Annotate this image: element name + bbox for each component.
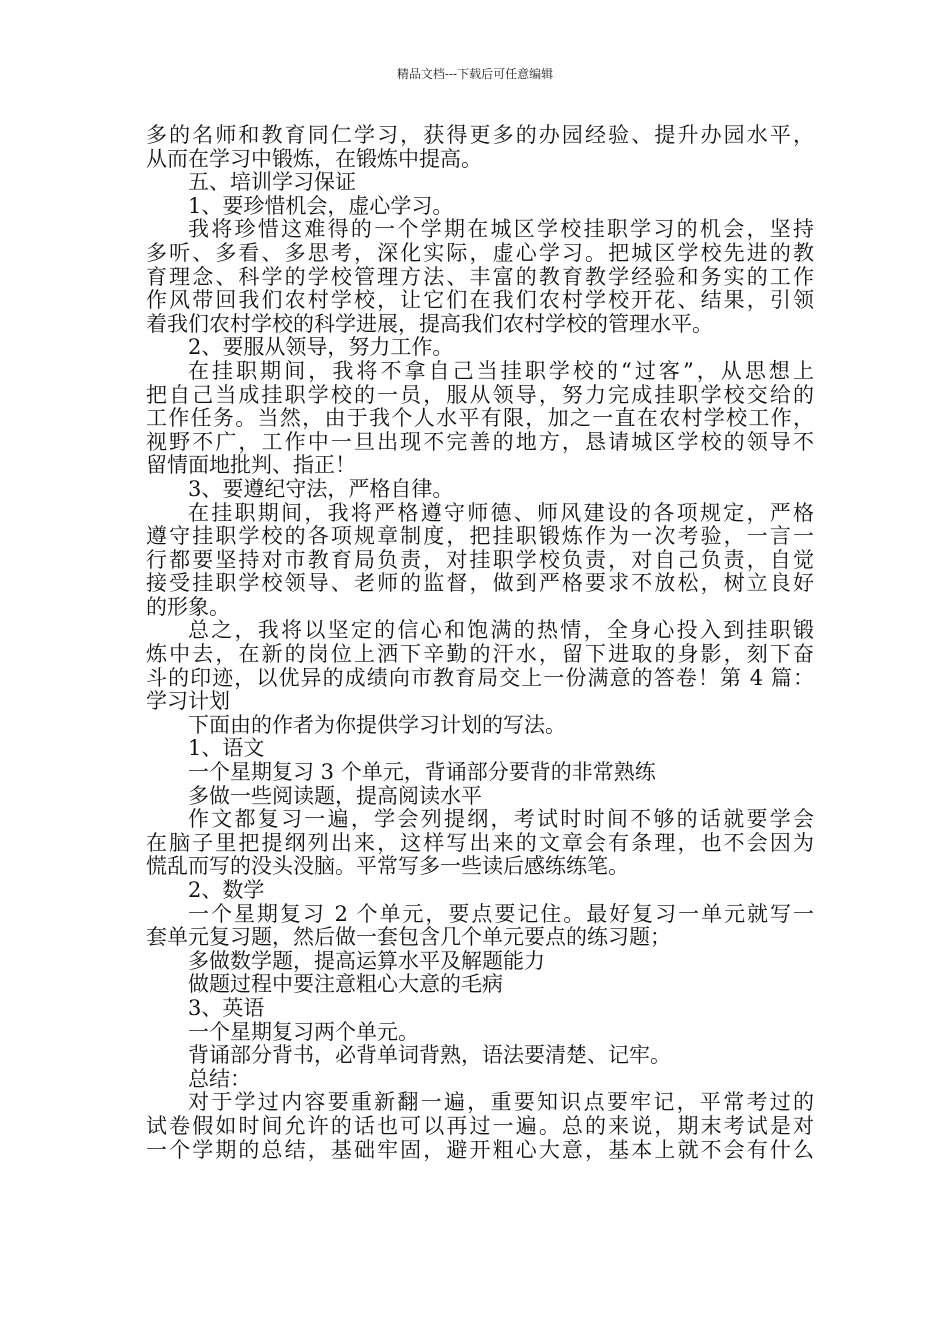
- text-line: 把自己当成挂职学校的一员，服从领导，努力完成挂职学校交给的: [146, 382, 814, 407]
- page-header: 精品文档---下载后可任意编辑: [396, 67, 554, 81]
- text-line: 2、要服从领导，努力工作。: [188, 335, 454, 360]
- text-line: 我将珍惜这难得的一个学期在城区学校挂职学习的机会，坚持: [188, 217, 814, 242]
- text-line: 作风带回我们农村学校，让它们在我们农村学校开花、结果，引领: [146, 288, 814, 313]
- text-line: 学习计划: [146, 689, 230, 714]
- text-line: 育理念、科学的学校管理方法、丰富的教育教学经验和务实的工作: [146, 264, 814, 289]
- text-line: 工作任务。当然，由于我个人水平有限，加之一直在农村学校工作，: [146, 406, 814, 431]
- text-line: 五、培训学习保证: [188, 170, 356, 195]
- text-line: 一个学期的总结，基础牢固，避开粗心大意，基本上就不会有什么: [146, 1137, 814, 1162]
- text-line: 在挂职期间，我将严格遵守师德、师风建设的各项规定，严格: [188, 500, 814, 525]
- text-line: 做题过程中要注意粗心大意的毛病: [188, 972, 503, 997]
- text-line: 1、要珍惜机会，虚心学习。: [188, 193, 454, 218]
- text-line: 视野不广，工作中一旦出现不完善的地方，恳请城区学校的领导不: [146, 429, 814, 454]
- text-line: 多听、多看、多思考，深化实际，虚心学习。把城区学校先进的教: [146, 240, 814, 265]
- text-line: 在挂职期间，我将不拿自己当挂职学校的“过客”，从思想上: [188, 358, 814, 383]
- text-line: 遵守挂职学校的各项规章制度，把挂职锻炼作为一次考验，一言一: [146, 524, 814, 549]
- text-line: 从而在学习中锻炼，在锻炼中提高。: [146, 146, 482, 171]
- text-line: 3、要遵纪守法，严格自律。: [188, 476, 454, 501]
- text-line: 下面由的作者为你提供学习计划的写法。: [188, 712, 566, 737]
- text-line: 2、数学: [188, 878, 265, 902]
- text-line: 试卷假如时间允许的话也可以再过一遍。总的来说，期末考试是对: [146, 1113, 814, 1138]
- text-line: 一个星期复习 3 个单元，背诵部分要背的非常熟练: [188, 760, 656, 785]
- text-line: 行都要坚持对市教育局负责，对挂职学校负责，对自己负责，自觉: [146, 547, 814, 572]
- text-line: 多做一些阅读题，提高阅读水平: [188, 783, 482, 808]
- text-line: 总结：: [188, 1066, 251, 1091]
- text-line: 背诵部分背书，必背单词背熟，语法要清楚、记牢。: [188, 1043, 671, 1068]
- text-line: 对于学过内容要重新翻一遍，重要知识点要牢记，平常考过的: [188, 1090, 814, 1115]
- text-line: 一个星期复习两个单元。: [188, 1019, 419, 1044]
- text-line: 多做数学题，提高运算水平及解题能力: [188, 948, 545, 973]
- text-line: 留情面地批判、指正！: [146, 453, 356, 478]
- text-line: 3、英语: [188, 995, 265, 1020]
- text-line: 总之，我将以坚定的信心和饱满的热情，全身心投入到挂职锻: [188, 618, 814, 643]
- text-line: 在脑子里把提纲列出来，这样写出来的文章会有条理，也不会因为: [146, 830, 814, 855]
- text-line: 斗的印迹，以优异的成绩向市教育局交上一份满意的答卷！第 4 篇：: [146, 665, 814, 690]
- text-line: 接受挂职学校领导、老师的监督，做到严格要求不放松，树立良好: [146, 571, 814, 596]
- text-line: 多的名师和教育同仁学习，获得更多的办园经验、提升办园水平，: [146, 123, 814, 147]
- text-line: 着我们农村学校的科学进展，提高我们农村学校的管理水平。: [146, 311, 713, 336]
- text-line: 1、语文: [188, 736, 265, 761]
- text-line: 炼中去，在新的岗位上洒下辛勤的汗水，留下进取的身影，刻下奋: [146, 642, 814, 667]
- document-body: [146, 124, 814, 1162]
- text-line: 的形象。: [146, 594, 230, 619]
- text-line: 一个星期复习 2 个单元，要点要记住。最好复习一单元就写一: [188, 901, 814, 926]
- text-line: 作文都复习一遍，学会列提纲，考试时时间不够的话就要学会: [188, 807, 814, 832]
- text-line: 套单元复习题，然后做一套包含几个单元要点的练习题；: [146, 925, 671, 950]
- text-line: 慌乱而写的没头没脑。平常写多一些读后感练练笔。: [146, 854, 629, 879]
